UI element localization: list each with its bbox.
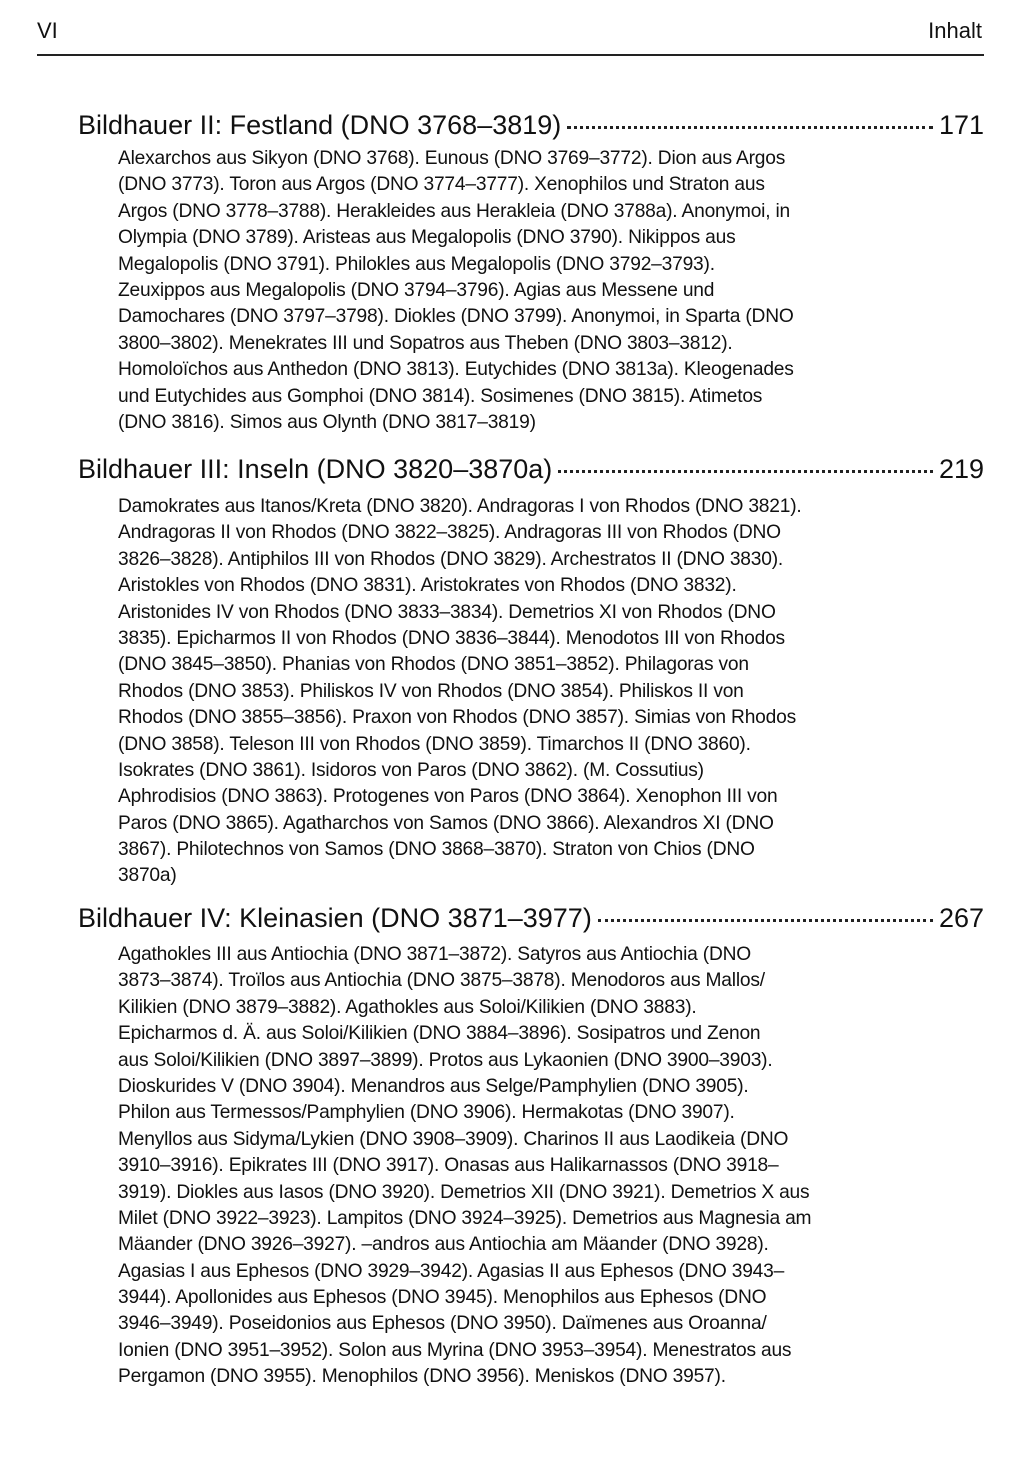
running-title: Inhalt (928, 18, 982, 43)
entry-line: Rhodos (DNO 3853). Philiskos IV von Rhodos (DNO 3854). Philiskos II von (118, 680, 744, 702)
entry-line: Menyllos aus Sidyma/Lykien (DNO 3908–3909). Charinos II aus Laodikeia (DNO (118, 1128, 789, 1150)
entry-line: Milet (DNO 3922–3923). Lampitos (DNO 3924–3925). Demetrios aus Magnesia am (118, 1207, 812, 1229)
entry-line: Damochares (DNO 3797–3798). Diokles (DNO 3799). Anonymoi, in Sparta (DNO (118, 306, 794, 328)
dot-leader (558, 470, 933, 473)
running-header (37, 14, 984, 56)
section-page-number: 267 (938, 903, 984, 933)
entry-line: Paros (DNO 3865). Agatharchos von Samos (DNO 3866). Alexandros XI (DNO (118, 812, 774, 834)
section-title: Bildhauer III: Inseln (DNO 3820–3870a) (78, 454, 553, 484)
entry-line: 3867). Philotechnos von Samos (DNO 3868–3870). Straton von Chios (DNO (118, 839, 755, 861)
dot-leader (567, 126, 933, 129)
entry-line: und Eutychides aus Gomphoi (DNO 3814). Sosimenes (DNO 3815). Atimetos (118, 385, 763, 407)
section-entries (118, 494, 880, 890)
section-page-number: 171 (938, 110, 984, 140)
entry-line: Homoloïchos aus Anthedon (DNO 3813). Eutychides (DNO 3813a). Kleogenades (118, 359, 794, 381)
entry-line: 3835). Epicharmos II von Rhodos (DNO 3836–3844). Menodotos III von Rhodos (118, 627, 785, 649)
entry-line: (DNO 3845–3850). Phanias von Rhodos (DNO 3851–3852). Philagoras von (118, 654, 749, 676)
page-number: VI (37, 18, 58, 43)
entry-line: Epicharmos d. Ä. aus Soloi/Kilikien (DNO 3884–3896). Sosipatros und Zenon (118, 1023, 761, 1045)
entry-line: Olympia (DNO 3789). Aristeas aus Megalopolis (DNO 3790). Nikippos aus (118, 227, 736, 249)
entry-line: Damokrates aus Itanos/Kreta (DNO 3820). Andragoras I von Rhodos (DNO 3821). (118, 496, 802, 517)
toc-section-heading[interactable] (78, 454, 984, 485)
entry-line: (DNO 3816). Simos aus Olynth (DNO 3817–3819) (118, 411, 536, 433)
entry-line: Zeuxippos aus Megalopolis (DNO 3794–3796). Agias aus Messene und (118, 279, 715, 301)
entry-line: Megalopolis (DNO 3791). Philokles aus Megalopolis (DNO 3792–3793). (118, 253, 715, 275)
section-entries (118, 146, 880, 436)
entry-line: Philon aus Termessos/Pamphylien (DNO 3906). Hermakotas (DNO 3907). (118, 1102, 735, 1124)
entry-line: Pergamon (DNO 3955). Menophilos (DNO 3956). Meniskos (DNO 3957). (118, 1366, 726, 1388)
entry-line: Kilikien (DNO 3879–3882). Agathokles aus Soloi/Kilikien (DNO 3883). (118, 996, 697, 1018)
section-entries (118, 942, 880, 1391)
entry-line: (DNO 3773). Toron aus Argos (DNO 3774–3777). Xenophilos und Straton aus (118, 174, 765, 196)
entry-line: Andragoras II von Rhodos (DNO 3822–3825). Andragoras III von Rhodos (DNO (118, 522, 781, 544)
entry-line: 3946–3949). Poseidonios aus Ephesos (DNO 3950). Daïmenes aus Oroanna/ (118, 1313, 767, 1335)
entry-line: 3910–3916). Epikrates III (DNO 3917). Onasas aus Halikarnassos (DNO 3918– (118, 1155, 779, 1177)
entry-line: Agasias I aus Ephesos (DNO 3929–3942). Agasias II aus Ephesos (DNO 3943– (118, 1260, 785, 1282)
entry-line: 3919). Diokles aus Iasos (DNO 3920). Demetrios XII (DNO 3921). Demetrios X aus (118, 1181, 810, 1203)
entry-line: 3800–3802). Menekrates III und Sopatros aus Theben (DNO 3803–3812). (118, 332, 733, 354)
dot-leader (598, 919, 933, 922)
entry-line: 3826–3828). Antiphilos III von Rhodos (DNO 3829). Archestratos II (DNO 3830). (118, 548, 784, 570)
entry-line: Alexarchos aus Sikyon (DNO 3768). Eunous (DNO 3769–3772). Dion aus Argos (118, 148, 786, 169)
entry-line: Agathokles III aus Antiochia (DNO 3871–3872). Satyros aus Antiochia (DNO (118, 944, 751, 965)
toc-section-heading[interactable] (78, 110, 984, 141)
entry-line: aus Soloi/Kilikien (DNO 3897–3899). Protos aus Lykaonien (DNO 3900–3903). (118, 1049, 773, 1071)
entry-line: 3944). Apollonides aus Ephesos (DNO 3945). Menophilos aus Ephesos (DNO (118, 1287, 767, 1309)
entry-line: 3873–3874). Troïlos aus Antiochia (DNO 3875–3878). Menodoros aus Mallos/ (118, 970, 765, 992)
entry-line: Mäander (DNO 3926–3927). –andros aus Antiochia am Mäander (DNO 3928). (118, 1234, 769, 1256)
section-title: Bildhauer IV: Kleinasien (DNO 3871–3977) (78, 903, 592, 933)
entry-line: Argos (DNO 3778–3788). Herakleides aus Herakleia (DNO 3788a). Anonymoi, in (118, 200, 791, 222)
entry-line: 3870a) (118, 865, 177, 887)
entry-line: (DNO 3858). Teleson III von Rhodos (DNO 3859). Timarchos II (DNO 3860). (118, 733, 751, 755)
entry-line: Aristonides IV von Rhodos (DNO 3833–3834). Demetrios XI von Rhodos (DNO (118, 601, 776, 623)
entry-line: Rhodos (DNO 3855–3856). Praxon von Rhodos (DNO 3857). Simias von Rhodos (118, 707, 796, 729)
entry-line: Aphrodisios (DNO 3863). Protogenes von Paros (DNO 3864). Xenophon III von (118, 786, 778, 808)
section-title: Bildhauer II: Festland (DNO 3768–3819) (78, 110, 562, 140)
entry-line: Dioskurides V (DNO 3904). Menandros aus Selge/Pamphylien (DNO 3905). (118, 1075, 749, 1097)
entry-line: Aristokles von Rhodos (DNO 3831). Aristokrates von Rhodos (DNO 3832). (118, 575, 737, 597)
entry-line: Ionien (DNO 3951–3952). Solon aus Myrina (DNO 3953–3954). Menestratos aus (118, 1339, 792, 1361)
toc-section-heading[interactable] (78, 903, 984, 934)
section-page-number: 219 (938, 454, 984, 484)
entry-line: Isokrates (DNO 3861). Isidoros von Paros (DNO 3862). (M. Cossutius) (118, 759, 704, 781)
